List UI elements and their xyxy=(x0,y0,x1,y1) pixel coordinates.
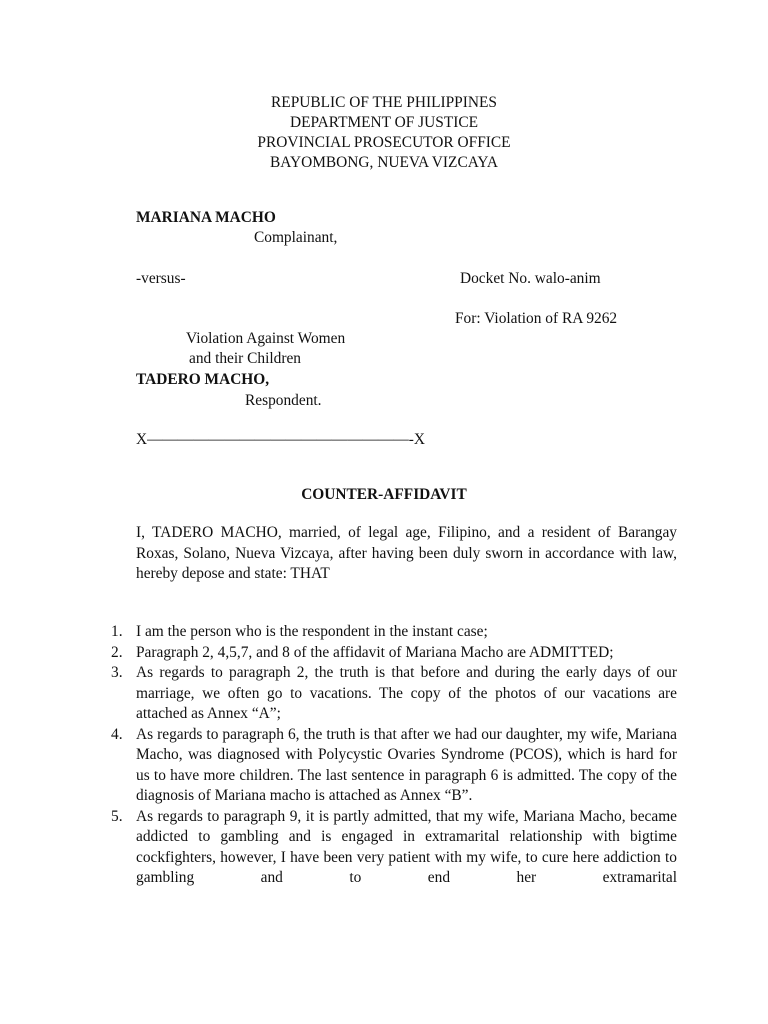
list-item-number: 3. xyxy=(111,664,123,681)
violation-for: For: Violation of RA 9262 xyxy=(455,310,618,327)
list-item-text: As regards to paragraph 2, the truth is that before and during the early days of our marriage, we often go to vacations. The copy of the photos of our vacations are attached as Annex “A”; xyxy=(136,664,677,722)
respondent-role: Respondent. xyxy=(245,392,322,409)
list-item xyxy=(0,807,768,889)
list-item-text: As regards to paragraph 9, it is partly admitted, that my wife, Mariana Macho, became addicted to gambling and is engaged in extramarital relationship with bigtime cockfighters, however, I have been very patient with my wife, to cure here addiction to gambling and to end her extramarital xyxy=(136,807,677,886)
complainant-role: Complainant, xyxy=(254,229,338,246)
case-nature-line2: and their Children xyxy=(189,350,301,367)
list-item xyxy=(0,622,768,643)
list-item-text: Paragraph 2, 4,5,7, and 8 of the affidavit of Mariana Macho are ADMITTED; xyxy=(136,643,614,661)
list-item-number: 5. xyxy=(111,807,123,825)
list-item-number: 1. xyxy=(111,623,123,640)
caption-separator: X—————————————————-X xyxy=(136,431,425,448)
list-item-text: As regards to paragraph 6, the truth is that after we had our daughter, my wife, Mariana Macho, was diagnosed with Polycystic Ovaries Syndrome (PCOS), which is hard for us to have more children. The last sentence in paragraph 6 is admitted. The copy of the diagnosis of Mariana macho is attached as Annex “B”. xyxy=(136,725,677,804)
list-item-text: I am the person who is the respondent in the instant case; xyxy=(136,623,488,640)
list-item xyxy=(0,725,768,807)
header-republic: REPUBLIC OF THE PHILIPPINES xyxy=(271,94,497,111)
document-header xyxy=(0,93,768,173)
complainant-name: MARIANA MACHO xyxy=(136,209,276,226)
respondent-name: TADERO MACHO, xyxy=(136,371,270,388)
intro-paragraph: I, TADERO MACHO, married, of legal age, Filipino, and a resident of Barangay Roxas, Solano, Nueva Vizcaya, after having been duly sworn in accordance with law, hereby depose and state: THAT xyxy=(136,524,677,582)
document-title: COUNTER-AFFIDAVIT xyxy=(301,486,467,503)
case-nature-line1: Violation Against Women xyxy=(186,330,346,347)
docket-number: Docket No. walo-anim xyxy=(460,270,601,287)
versus-label: -versus- xyxy=(136,270,186,287)
header-department: DEPARTMENT OF JUSTICE xyxy=(289,114,479,131)
header-location: BAYOMBONG, NUEVA VIZCAYA xyxy=(270,154,498,171)
list-item-number: 2. xyxy=(111,643,123,661)
list-item xyxy=(0,663,768,725)
header-office: PROVINCIAL PROSECUTOR OFFICE xyxy=(257,134,511,151)
statement-list xyxy=(0,622,768,889)
list-item-number: 4. xyxy=(111,725,123,743)
list-item xyxy=(0,643,768,664)
